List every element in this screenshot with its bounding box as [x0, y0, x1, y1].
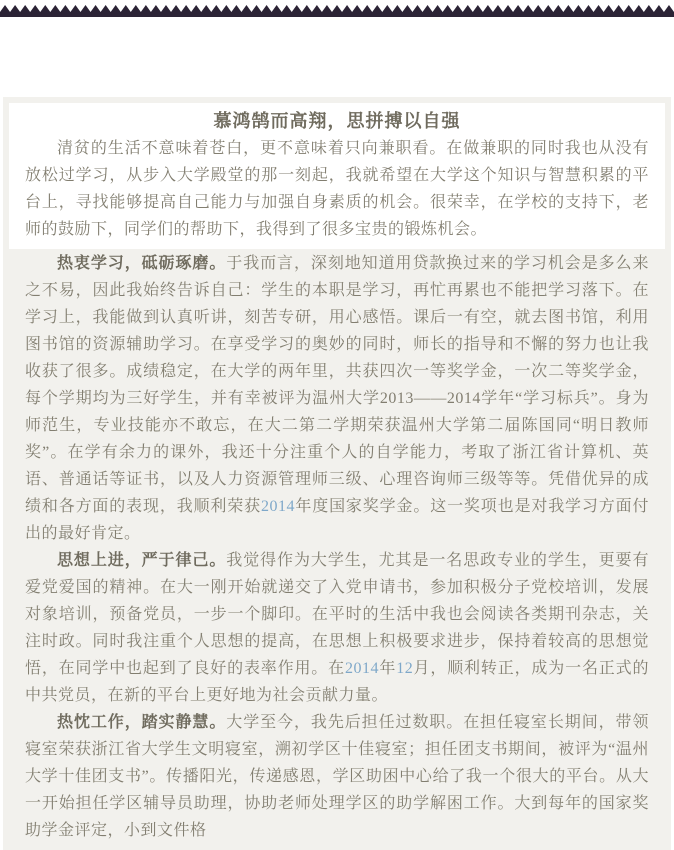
paragraph	[25, 547, 649, 709]
zigzag-border	[0, 5, 674, 17]
text-run: 年	[379, 660, 397, 677]
document-card	[9, 103, 665, 249]
document-panel	[3, 97, 671, 850]
section-heading: 思想上进，严于律己。	[57, 552, 227, 569]
text-run: 月，顺利转正，成为一名正式的中共党员，在新的平台上更好地为社会贡献力量。	[25, 660, 649, 704]
section-heading: 热衷学习，砥砺琢磨。	[57, 255, 227, 272]
text-run: 年度国家奖学金。这一奖项也是对我学习方面付出的最好肯定。	[25, 498, 649, 542]
body-paragraphs	[9, 249, 665, 844]
intro-paragraphs	[25, 135, 649, 243]
text-run: 大学至今，我先后担任过数职。在担任寝室长期间，带领寝室荣获浙江省大学生文明寝室，溯初学区十佳寝室；担任团支书期间，被评为“温州大学十佳团支书”。传播阳光，传递感恩，学区助困中心给了我一个很大的平台。从大一开始担任学区辅导员助理，协助老师处理学区的助学解困工作。大到每年的国家奖助学金评定，小到文件格	[25, 714, 649, 839]
document-title: 慕鸿鹄而高翔，思拼搏以自强	[213, 111, 461, 131]
highlighted-number: 2014	[345, 660, 379, 677]
paragraph	[25, 250, 649, 547]
section-heading: 热忱工作，踏实静慧。	[57, 714, 227, 731]
text-run: 我觉得作为大学生，尤其是一名思政专业的学生，更要有爱党爱国的精神。在大一刚开始就递交了入党申请书，参加积极分子党校培训，发展对象培训，预备党员，一步一个脚印。在平时的生活中我也会阅读各类期刊杂志，关注时政。同时我注重个人思想的提高，在思想上积极要求进步，保持着较高的思想觉悟，在同学中也起到了良好的表率作用。在	[25, 552, 649, 677]
highlighted-number: 2014	[261, 498, 295, 515]
text-run: 清贫的生活不意味着苍白，更不意味着只向兼职看。在做兼职的同时我也从没有放松过学习，从步入大学殿堂的那一刻起，我就希望在大学这个知识与智慧积累的平台上，寻找能够提高自己能力与加强自身素质的机会。很荣幸，在学校的支持下，老师的鼓励下，同学们的帮助下，我得到了很多宝贵的锻炼机会。	[25, 140, 649, 238]
highlighted-number: 12	[396, 660, 414, 677]
paragraph	[25, 135, 649, 243]
paragraph	[25, 709, 649, 844]
text-run: 于我而言，深刻地知道用贷款换过来的学习机会是多么来之不易，因此我始终告诉自己：学生的本职是学习，再忙再累也不能把学习落下。在学习上，我能做到认真听讲，刻苦专研，用心感悟。课后一有空，就去图书馆，利用图书馆的资源辅助学习。在享受学习的奥妙的同时，师长的指导和不懈的努力也让我收获了很多。成绩稳定，在大学的两年里，共获四次一等奖学金，一次二等奖学金，每个学期均为三好学生，并有幸被评为温州大学2013——2014学年“学习标兵”。身为师范生，专业技能亦不敢忘，在大二第二学期荣获温州大学第二届陈国同“明日教师奖”。在学有余力的课外，我还十分注重个人的自学能力，考取了浙江省计算机、英语、普通话等证书，以及人力资源管理师三级、心理咨询师三级等等。凭借优异的成绩和各方面的表现，我顺利荣获	[25, 255, 649, 515]
